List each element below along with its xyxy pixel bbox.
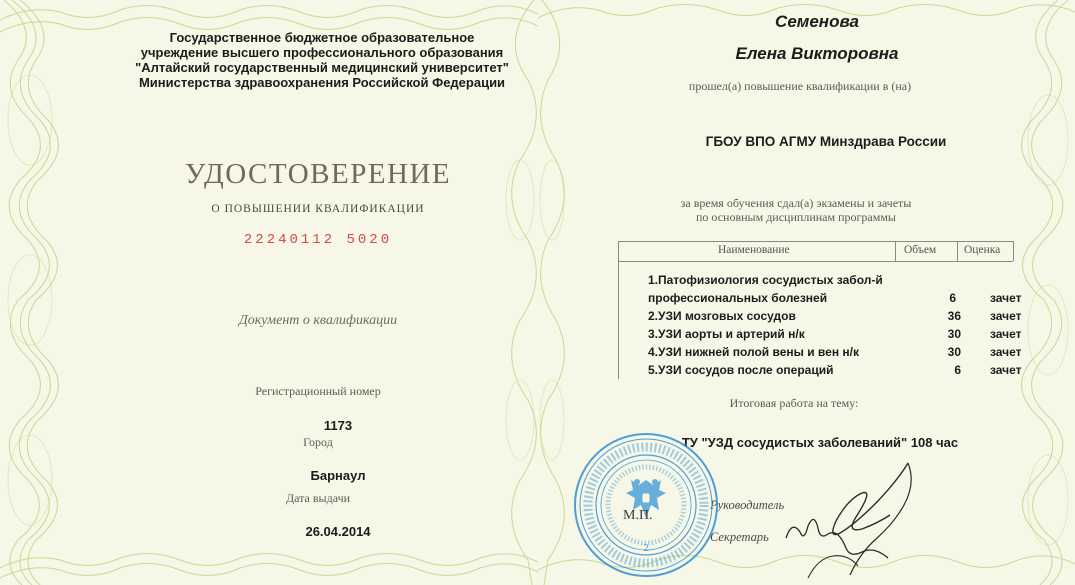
discipline-1-name-line-1: 1.Патофизиология сосудистых забол-й [648, 273, 883, 287]
issue-date: 26.04.2014 [305, 524, 371, 539]
discipline-1-grade: зачет [990, 291, 1022, 305]
institution-line-4: Министерства здравоохранения Российской Федерации [138, 75, 506, 90]
institution-line-3: "Алтайский государственный медицинский университет" [135, 60, 509, 75]
secretary-label: Секретарь [710, 530, 769, 544]
discipline-5-grade: зачет [990, 363, 1022, 377]
completed-text: прошел(а) повышение квалификации в (на) [688, 79, 912, 93]
disciplines-table [618, 241, 1022, 379]
discipline-1-name-line-2: профессиональных болезней [648, 291, 828, 305]
discipline-2-volume: 36 [947, 309, 961, 323]
official-stamp [571, 430, 721, 580]
issue-date-label: Дата выдачи [285, 491, 351, 505]
document-type: Документ о квалификации [238, 313, 398, 328]
discipline-3-volume: 30 [947, 327, 961, 341]
certificate-subtitle: О ПОВЫШЕНИИ КВАЛИФИКАЦИИ [211, 203, 425, 215]
city: Барнаул [310, 468, 366, 483]
table-header-volume: Объем [904, 244, 937, 256]
discipline-5-volume: 6 [954, 363, 961, 377]
discipline-3-grade: зачет [990, 327, 1022, 341]
table-header-name: Наименование [718, 244, 790, 256]
exams-text-line-2: по основным дисциплинам программы [695, 210, 897, 224]
signature-secretary [778, 508, 898, 585]
organization: ГБОУ ВПО АГМУ Минздрава России [705, 134, 947, 149]
discipline-2-name: 2.УЗИ мозговых сосудов [648, 309, 796, 323]
stamp-number: 2 [643, 542, 649, 554]
discipline-3-name: 3.УЗИ аорты и артерий н/к [648, 327, 805, 341]
certificate-right-page [538, 0, 1075, 585]
head-label: Руководитель [710, 498, 785, 512]
holder-surname: Семенова [775, 12, 859, 31]
city-label: Город [303, 435, 333, 449]
discipline-5-name: 5.УЗИ сосудов после операций [648, 363, 834, 377]
serial-number: 22240112 5020 [243, 232, 393, 248]
table-header-grade: Оценка [964, 244, 1001, 256]
registration-number-label: Регистрационный номер [255, 384, 381, 398]
discipline-4-grade: зачет [990, 345, 1022, 359]
final-work-topic: ТУ "УЗД сосудистых заболеваний" 108 час [681, 435, 959, 450]
discipline-4-volume: 30 [947, 345, 961, 359]
exams-text-line-1: за время обучения сдал(а) экзамены и зачеты [680, 196, 912, 210]
holder-given-names: Елена Викторовна [735, 44, 899, 63]
final-work-label: Итоговая работа на тему: [729, 396, 859, 410]
discipline-2-grade: зачет [990, 309, 1022, 323]
stamp-place-mark: М.П. [623, 508, 653, 523]
certificate-title: УДОСТОВЕРЕНИЕ [184, 158, 452, 190]
institution-line-2: учреждение высшего профессионального образования [140, 45, 504, 60]
registration-number: 1173 [323, 418, 353, 433]
discipline-1-volume: 6 [949, 291, 956, 305]
discipline-4-name: 4.УЗИ нижней полой вены и вен н/к [648, 345, 859, 359]
institution-line-1: Государственное бюджетное образовательное [169, 30, 475, 45]
